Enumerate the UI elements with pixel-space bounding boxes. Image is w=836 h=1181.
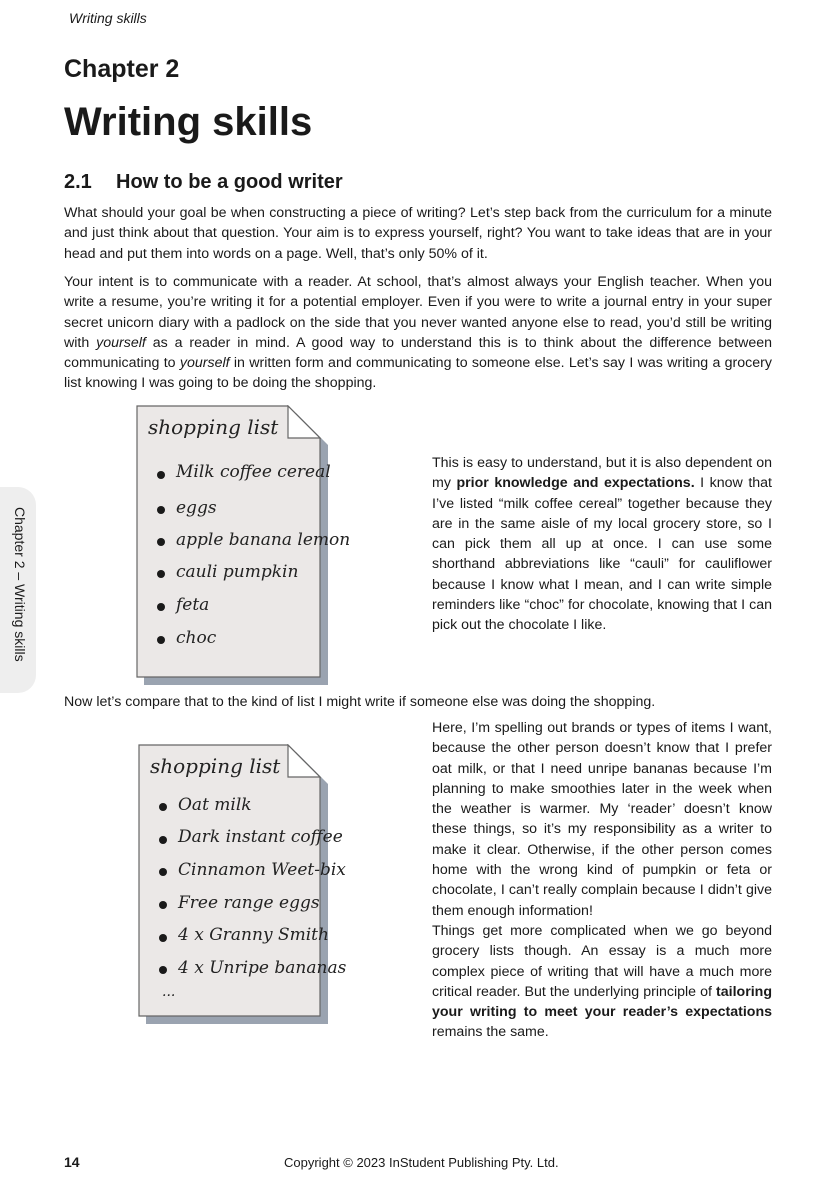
list-item: Cinnamon Weet-bix <box>178 860 346 880</box>
compare-sentence: Now let’s compare that to the kind of list I might write if someone else was doing the shopping. <box>64 694 656 710</box>
list-item: Oat milk <box>178 795 252 815</box>
section-number: 2.1 <box>64 171 92 193</box>
list-item: feta <box>176 595 210 615</box>
section-title: How to be a good writer <box>116 171 343 193</box>
bullet-dot <box>157 603 165 611</box>
bullet-dot <box>159 966 167 974</box>
copyright-notice: Copyright © 2023 InStudent Publishing Pty. Ltd. <box>284 1155 559 1170</box>
chapter-title: Writing skills <box>64 100 313 144</box>
list-item: Milk coffee cereal <box>176 462 331 482</box>
bullet-dot <box>159 868 167 876</box>
paragraph-text: as a reader in mind. A good way to understand this is to think about the difference between communicating to <box>64 334 773 372</box>
paragraph-text: This is easy to understand, but it is also dependent on my <box>432 455 772 492</box>
list-item: 4 x Granny Smith <box>178 925 329 945</box>
page-number: 14 <box>64 1154 80 1170</box>
paragraph-text: I know that I’ve listed “milk coffee cereal” together because they are in the same aisle of my local grocery store, so I can pick them all up at once. I can use some shorthand abbreviations like “cauli” for cauliflower because I know what I mean, and I can write simple reminders like “choc” for chocolate, knowing that I can pick out the chocolate I like. <box>432 475 773 634</box>
list-item: 4 x Unripe bananas <box>178 958 347 978</box>
bullet-dot <box>157 538 165 546</box>
chapter-label: Chapter 2 <box>64 55 180 83</box>
paragraph-text: remains the same. <box>432 1024 549 1041</box>
bullet-dot <box>157 471 165 479</box>
bullet-dot <box>157 570 165 578</box>
bullet-dot <box>159 803 167 811</box>
list-item: Free range eggs <box>178 893 320 913</box>
section-heading <box>64 171 343 194</box>
emphasis-text: yourself <box>179 355 230 372</box>
list-item: Dark instant coffee <box>178 827 343 847</box>
list-item: choc <box>176 628 217 648</box>
bold-text: tailoring your writing to meet your reader’s expectations <box>432 983 772 1021</box>
list-ellipsis: ... <box>162 984 176 1000</box>
paragraph-text: Things get more complicated when we go beyond grocery lists though. An essay is a much more complex piece of writing that will have a much more critical reader. But the underlying principle of <box>432 922 772 1000</box>
list-item: eggs <box>176 498 217 518</box>
list-item: apple banana lemon <box>176 530 351 550</box>
list-title: shopping list <box>148 415 279 439</box>
paragraph-essays <box>432 921 772 1043</box>
bullet-dot <box>157 636 165 644</box>
bold-text: prior knowledge and expectations. <box>456 475 695 492</box>
bullet-dot <box>159 836 167 844</box>
shopping-list-note-1 <box>136 405 351 685</box>
list-1-explanation <box>432 453 772 636</box>
paragraph-text: Your intent is to communicate with a reader. At school, that’s almost always your English teacher. When you write a resume, you’re writing it for a potential employer. Even if you were to write a journal entry in your super secret unicorn diary with a padlock on the side that you never wanted anyone else to read, you’d still be writing with <box>64 274 772 351</box>
running-header: Writing skills <box>69 10 147 26</box>
list-item: cauli pumpkin <box>176 562 299 582</box>
paragraph-intro: What should your goal be when constructing a piece of writing? Let’s step back from the curriculum for a minute and just think about that question. Your aim is to express yourself, right? You want to take ideas that are in your head and put them into words on a page. Well, that’s only 50% of it. <box>64 205 772 262</box>
shopping-list-note-2 <box>138 744 347 1024</box>
list-title: shopping list <box>150 754 281 778</box>
bullet-dot <box>159 901 167 909</box>
paragraph-text: in written form and communicating to someone else. Let’s say I was writing a grocery list knowing I was going to be doing the shopping. <box>64 355 772 392</box>
paragraph-reader <box>64 272 772 394</box>
list-2-explanation <box>432 718 772 1043</box>
paragraph-reader-needs: Here, I’m spelling out brands or types of items I want, because the other person doesn’t know that I prefer oat milk, or that I need unripe bananas because I’m planning to make smoothies later in the week when the weather is warmer. My ‘reader’ doesn’t know these things, so it’s my responsibility as a writer to make it clear. Otherwise, if the other person comes home with the wrong kind of pumpkin or feta or chocolate, I can’t really complain because I didn’t give them enough information! <box>432 720 772 919</box>
paper-note-graphic <box>138 744 333 1024</box>
emphasis-text: yourself <box>96 334 146 351</box>
chapter-side-tab-label: Chapter 2 – Writing skills <box>12 507 28 662</box>
bullet-dot <box>159 934 167 942</box>
bullet-dot <box>157 506 165 514</box>
